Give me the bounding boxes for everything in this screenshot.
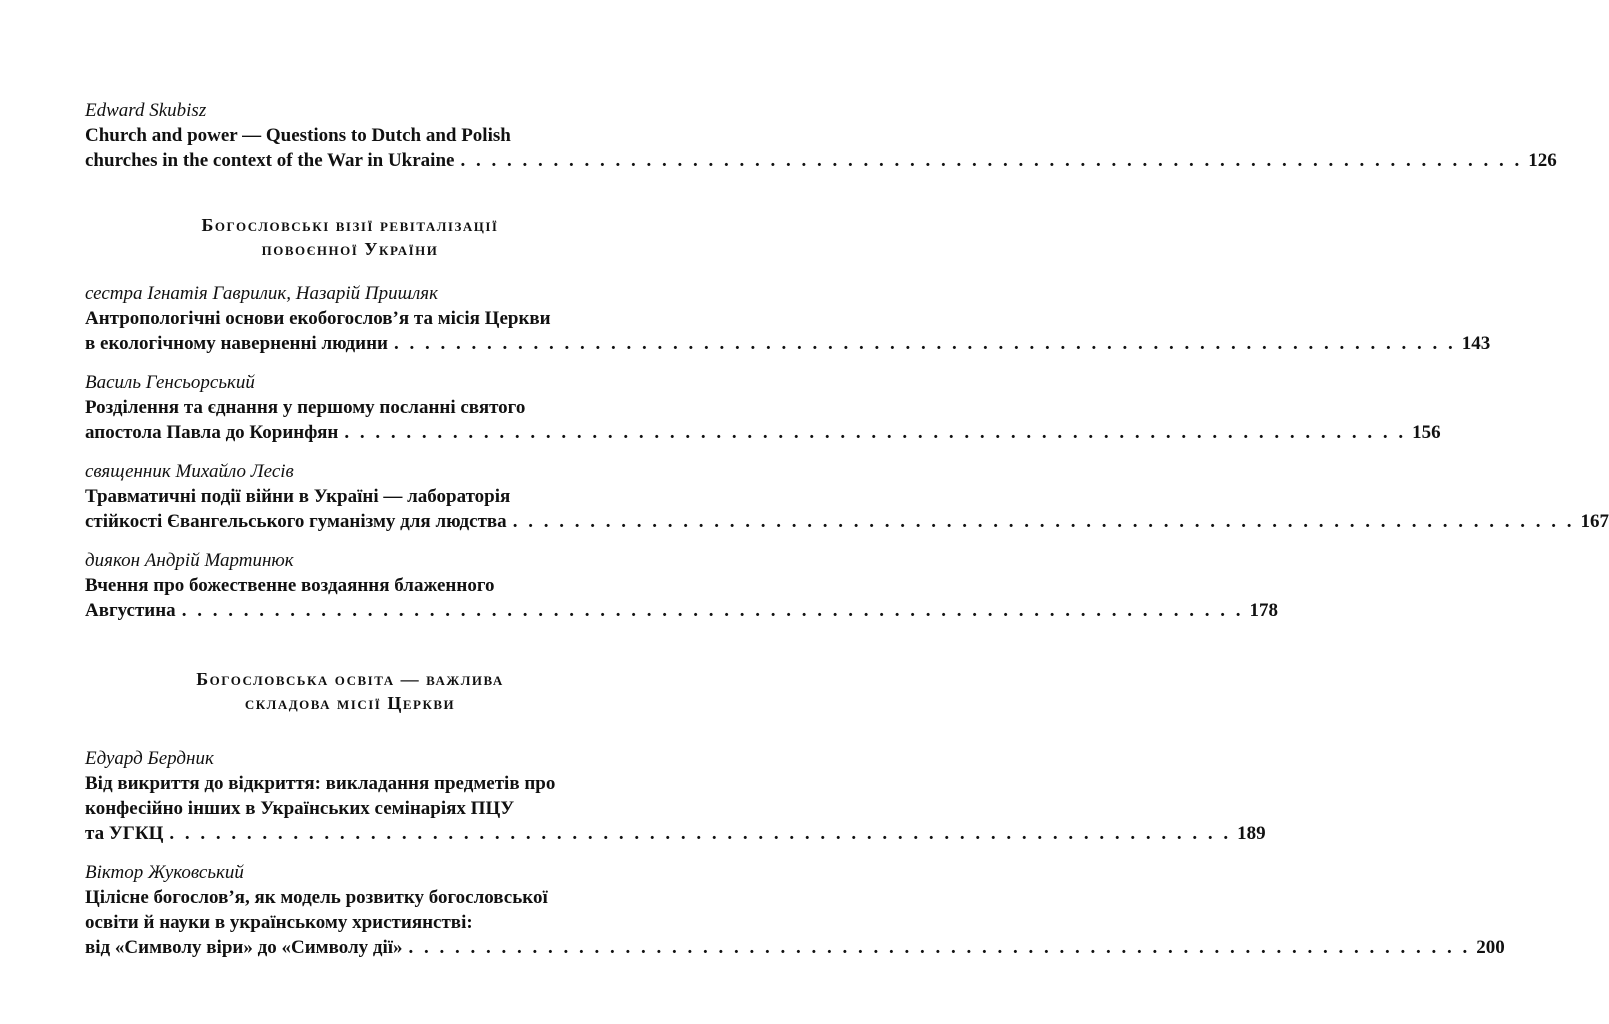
entry-author: диякон Андрій Мартинюк bbox=[85, 550, 294, 571]
entry-title-text: та УГКЦ bbox=[85, 823, 164, 844]
entry-title-line: конфесійно інших в Українських семінаріях ПЦУ bbox=[85, 798, 515, 819]
entry-title-line: Цілісне богослов’я, як модель розвитку богословської bbox=[85, 887, 548, 908]
entry-author: Василь Генсьорський bbox=[85, 372, 255, 393]
leader-dots: . . . . . . . . . . . . . . . . . . . . . . . . . . . . . . . . . . . . . . . . . . . . . . . . . . . . . . . . . . . . . . . . . . . . . bbox=[460, 150, 1523, 171]
page-number: 200 bbox=[1476, 937, 1505, 958]
entry-title-line: Від викриття до відкриття: викладання предметів про bbox=[85, 773, 556, 794]
page-number: 167 bbox=[1580, 511, 1609, 532]
entry-title-text: churches in the context of the War in Ukraine bbox=[85, 150, 455, 171]
toc-entry bbox=[85, 281, 1491, 370]
leader-dots: . . . . . . . . . . . . . . . . . . . . . . . . . . . . . . . . . . . . . . . . . . . . . . . . . . . . . . . . . . . . . . . . . . . . . bbox=[169, 823, 1232, 844]
toc-entry bbox=[85, 370, 1441, 459]
entry-author: Віктор Жуковський bbox=[85, 862, 244, 883]
entry-title-line: Church and power — Questions to Dutch and Polish bbox=[85, 125, 511, 146]
section-heading bbox=[85, 667, 615, 746]
entry-title-line: Антропологічні основи екобогослов’я та місія Церкви bbox=[85, 308, 551, 329]
entry-title-last-line[interactable] bbox=[85, 821, 1266, 846]
table-of-contents bbox=[85, 98, 1609, 960]
entry-title-line: Травматичні події війни в Україні — лабораторія bbox=[85, 486, 511, 507]
entry-title-text: апостола Павла до Коринфян bbox=[85, 422, 339, 443]
leader-dots: . . . . . . . . . . . . . . . . . . . . . . . . . . . . . . . . . . . . . . . . . . . . . . . . . . . . . . . . . . . . . . . . . . . . . bbox=[181, 600, 1244, 621]
page-number: 143 bbox=[1461, 333, 1491, 354]
entry-author: священник Михайло Лесів bbox=[85, 461, 294, 482]
entry-title-line: освіти й науки в українському християнстві: bbox=[85, 912, 473, 933]
entry-title-last-line[interactable] bbox=[85, 331, 1491, 356]
toc-entry bbox=[85, 98, 1557, 183]
entry-title-line: Вчення про божественне воздаяння блаженного bbox=[85, 575, 495, 596]
entry-title-text: в екологічному наверненні людини bbox=[85, 333, 389, 354]
toc-entry bbox=[85, 746, 1266, 860]
page-number: 126 bbox=[1528, 150, 1557, 171]
section-heading-line: Богословська освіта — важлива bbox=[196, 669, 504, 689]
entry-title-last-line[interactable] bbox=[85, 148, 1557, 173]
toc-entry bbox=[85, 548, 1278, 623]
entry-title-line: Розділення та єднання у першому посланні святого bbox=[85, 397, 526, 418]
toc-entry bbox=[85, 860, 1505, 960]
entry-author: Едуард Бердник bbox=[85, 748, 214, 769]
page-number: 156 bbox=[1412, 422, 1441, 443]
leader-dots: . . . . . . . . . . . . . . . . . . . . . . . . . . . . . . . . . . . . . . . . . . . . . . . . . . . . . . . . . . . . . . . . . . . . . bbox=[408, 937, 1471, 958]
leader-dots: . . . . . . . . . . . . . . . . . . . . . . . . . . . . . . . . . . . . . . . . . . . . . . . . . . . . . . . . . . . . . . . . . . . . . bbox=[512, 511, 1575, 532]
entry-title-text: від «Символу віри» до «Символу дії» bbox=[85, 937, 403, 958]
entry-title-last-line[interactable] bbox=[85, 598, 1278, 623]
toc-entry bbox=[85, 459, 1609, 548]
entry-title-last-line[interactable] bbox=[85, 509, 1609, 534]
section-heading bbox=[85, 213, 615, 281]
entry-title-last-line[interactable] bbox=[85, 420, 1441, 445]
leader-dots: . . . . . . . . . . . . . . . . . . . . . . . . . . . . . . . . . . . . . . . . . . . . . . . . . . . . . . . . . . . . . . . . . . . . . bbox=[344, 422, 1407, 443]
entry-title-text: стійкості Євангельського гуманізму для людства bbox=[85, 511, 507, 532]
section-heading-line: Богословські візії ревіталізації bbox=[201, 215, 499, 235]
entry-author: Edward Skubisz bbox=[85, 100, 207, 121]
entry-title-last-line[interactable] bbox=[85, 935, 1505, 960]
section-heading-line: повоєнної України bbox=[261, 239, 439, 259]
page-number: 189 bbox=[1237, 823, 1266, 844]
leader-dots: . . . . . . . . . . . . . . . . . . . . . . . . . . . . . . . . . . . . . . . . . . . . . . . . . . . . . . . . . . . . . . . . . . . . . bbox=[394, 333, 1456, 354]
entry-author: сестра Ігнатія Гаврилик, Назарій Пришляк bbox=[85, 283, 439, 304]
entry-title-text: Августина bbox=[85, 600, 176, 621]
section-heading-line: складова місії Церкви bbox=[244, 693, 456, 713]
page-number: 178 bbox=[1249, 600, 1278, 621]
